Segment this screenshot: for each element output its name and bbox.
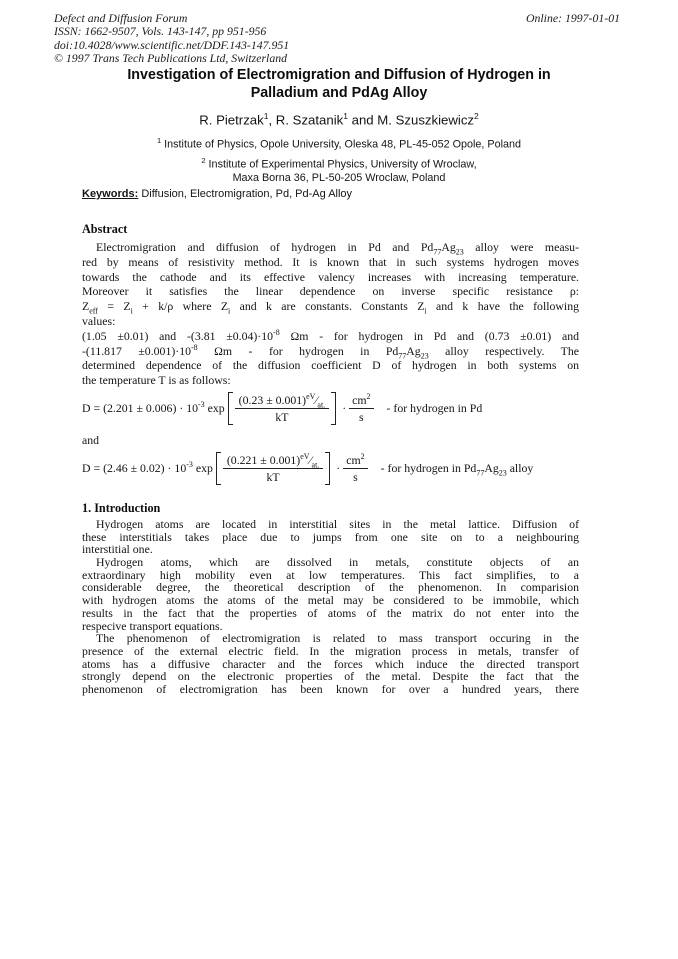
abstract-heading: Abstract [82, 222, 128, 236]
unit-denominator: s [359, 410, 364, 425]
text-line: Hydrogen atoms are located in interstitial sites in the metal lattice. Diffusion of [96, 516, 579, 531]
superscript: -8 [191, 342, 198, 352]
left-bracket [216, 452, 221, 485]
paper-title-line-2: Palladium and PdAg Alloy [250, 85, 428, 101]
formula-label: - for hydrogen in $Pd_{77}Ag_{23}$ alloy [380, 461, 534, 478]
journal-meta [54, 12, 289, 65]
text-line: results in the fact that the properties of atoms of the matrix do not enter into the [82, 605, 579, 620]
diffusion-formula-pd [82, 390, 579, 428]
left-bracket [228, 392, 233, 425]
right-bracket [331, 392, 336, 425]
online-date: Online: 1997-01-01 [525, 11, 620, 25]
subscript: 23 [455, 247, 464, 257]
subscript: i [424, 306, 427, 316]
subscript: at. [317, 400, 326, 410]
text-line: considerable degree, the theoretical description of the phenomenon. In comparision [82, 580, 579, 595]
text-line: The phenomenon of electromigration is related to mass transport occuring in the [96, 631, 579, 646]
text-line: these interstitials takes place due to jumps from one site on to a neighbouring [82, 529, 579, 544]
subscript: 23 [420, 350, 429, 360]
text-line: (1.05 ±0.01) and $-(3.81 \pm 0.04)\cdot 10^{-8}$ Ωm - for hydrogen in Pd and (0.73 ±0.01) and [82, 327, 579, 343]
unit-numerator: $cm^2$ [343, 453, 367, 469]
affiliation-2-line-2: Maxa Borna 36, PL-50-205 Wroclaw, Poland [232, 172, 446, 185]
fraction-denominator: kT [266, 470, 280, 485]
superscript: 1 [343, 111, 348, 121]
text-line: with hydrogen atoms the atoms of the metal may be considered to be immobile, which [82, 593, 579, 608]
keywords-label: Keywords: [82, 188, 139, 200]
journal-doi: doi:10.4028/www.scientific.net/DDF.143-147.951 [54, 37, 290, 52]
subscript: i [130, 306, 133, 316]
text-line: phenomenon of electromigration has been known for over a hundred years, there [82, 682, 579, 697]
superscript: -3 [186, 460, 193, 470]
keywords-row [82, 187, 352, 201]
connector-and: and [82, 432, 100, 447]
text-line: Electromigration and diffusion of hydrogen in Pd and $Pd_{77}Ag_{23}$ alloy were measu- [96, 240, 579, 257]
text-line: red by means of resistivity method. It is known that in such systems hydrogen moves [82, 254, 579, 269]
superscript: -8 [273, 327, 280, 337]
superscript: eV [306, 392, 316, 402]
multiplication-dot: · [336, 461, 341, 476]
superscript: 2 [360, 452, 365, 462]
superscript: -3 [198, 400, 205, 410]
abstract-text [82, 240, 579, 388]
subscript: eff [89, 306, 98, 316]
introduction-text [82, 518, 579, 696]
superscript: 1 [156, 136, 162, 145]
activation-fraction [223, 453, 323, 484]
affiliation-2-line-1: $^2$ Institute of Experimental Physics, University of Wroclaw, [201, 156, 477, 171]
subscript: i [228, 306, 231, 316]
superscript: 2 [366, 392, 371, 402]
diffusion-formula-pdag [82, 450, 579, 488]
text-line: Moreover it satisfies the linear dependence on inverse specific resistance ρ: [82, 284, 579, 299]
paper-body [82, 222, 579, 696]
journal-issn-volumes: ISSN: 1662-9507, Vols. 143-147, pp 951-956 [54, 24, 267, 39]
fraction-numerator: $(0.23 \pm 0.001)^{eV}⁄_{at.}$ [235, 393, 330, 409]
keywords-text: Diffusion, Electromigration, Pd, Pd-Ag Alloy [141, 188, 353, 200]
fraction-denominator: kT [275, 410, 289, 425]
subscript: 23 [498, 468, 507, 478]
journal-copyright: © 1997 Trans Tech Publications Ltd, Switzerland [54, 50, 288, 65]
formula-lhs: $D = (2.201 \pm 0.006) \cdot 10^{-3}$ exp [82, 400, 225, 416]
affiliation-1: $^1$ Institute of Physics, Opole University, Oleska 48, PL-45-052 Opole, Poland [156, 136, 522, 151]
unit-numerator: $cm^2$ [349, 393, 373, 409]
text-line: interstitial one. [82, 542, 153, 557]
fraction-numerator: $(0.221 \pm 0.001)^{eV}⁄_{at.}$ [223, 453, 323, 469]
text-line: presence of the external electric field. In the migration process in metals, transfer of [82, 644, 579, 658]
subscript: 77 [398, 350, 407, 360]
unit-fraction [343, 453, 367, 484]
formula-lhs: $D = (2.46 \pm 0.02) \cdot 10^{-3}$ exp [82, 460, 213, 476]
superscript: 2 [474, 111, 479, 121]
authors-line: R. Pietrzak$^1$, R. Szatanik$^1$ and M. Szuszkiewicz$^2$ [199, 111, 479, 128]
text-line: determined dependence of the diffusion coefficient D of hydrogen in both systems on [82, 358, 579, 373]
right-bracket [325, 452, 330, 485]
affiliation-2 [0, 154, 678, 186]
introduction-heading: 1. Introduction [82, 500, 161, 515]
superscript: 2 [201, 156, 206, 165]
text-line: $Z_{eff} = Z_i + k/\rho$ where $Z_i$ and k are constants. Constants $Z_i$ and k have the following [82, 299, 579, 316]
text-line: $-(11.817 \pm 0.001)\cdot 10^{-8}$ Ωm - for hydrogen in $Pd_{77}Ag_{23}$ alloy respectively. The [82, 342, 579, 360]
multiplication-dot: · [342, 401, 347, 416]
paper-title [0, 66, 678, 102]
journal-header [54, 12, 620, 65]
text-line: respecive transport equations. [82, 618, 223, 633]
text-line: Hydrogen atoms, which are dissolved in metals, constitute objects of an [96, 555, 579, 570]
text-line: extraordinary high mobility even at low temperatures. This fact simplifies, to a [82, 567, 579, 582]
text-line: atoms has a diffusive character and the forces which induce the directed transport [82, 656, 579, 671]
subscript: 77 [433, 247, 442, 257]
activation-fraction [235, 393, 330, 424]
unit-denominator: s [353, 470, 358, 485]
subscript: 77 [476, 468, 485, 478]
text-line: strongly depend on the electronic properties of the metal. Despite the fact that the [82, 669, 579, 684]
superscript: eV [300, 452, 310, 462]
text-line: values: [82, 313, 116, 328]
superscript: 1 [263, 111, 269, 121]
paper-title-line-1: Investigation of Electromigration and Diffusion of Hydrogen in [127, 67, 551, 83]
formula-label: - for hydrogen in Pd [386, 401, 483, 416]
unit-fraction [349, 393, 373, 424]
journal-name: Defect and Diffusion Forum [54, 11, 188, 25]
text-line: towards the cathode and its effective valency increases with increasing temperature. [82, 269, 579, 284]
subscript: at. [311, 460, 320, 470]
text-line: the temperature T is as follows: [82, 373, 231, 388]
